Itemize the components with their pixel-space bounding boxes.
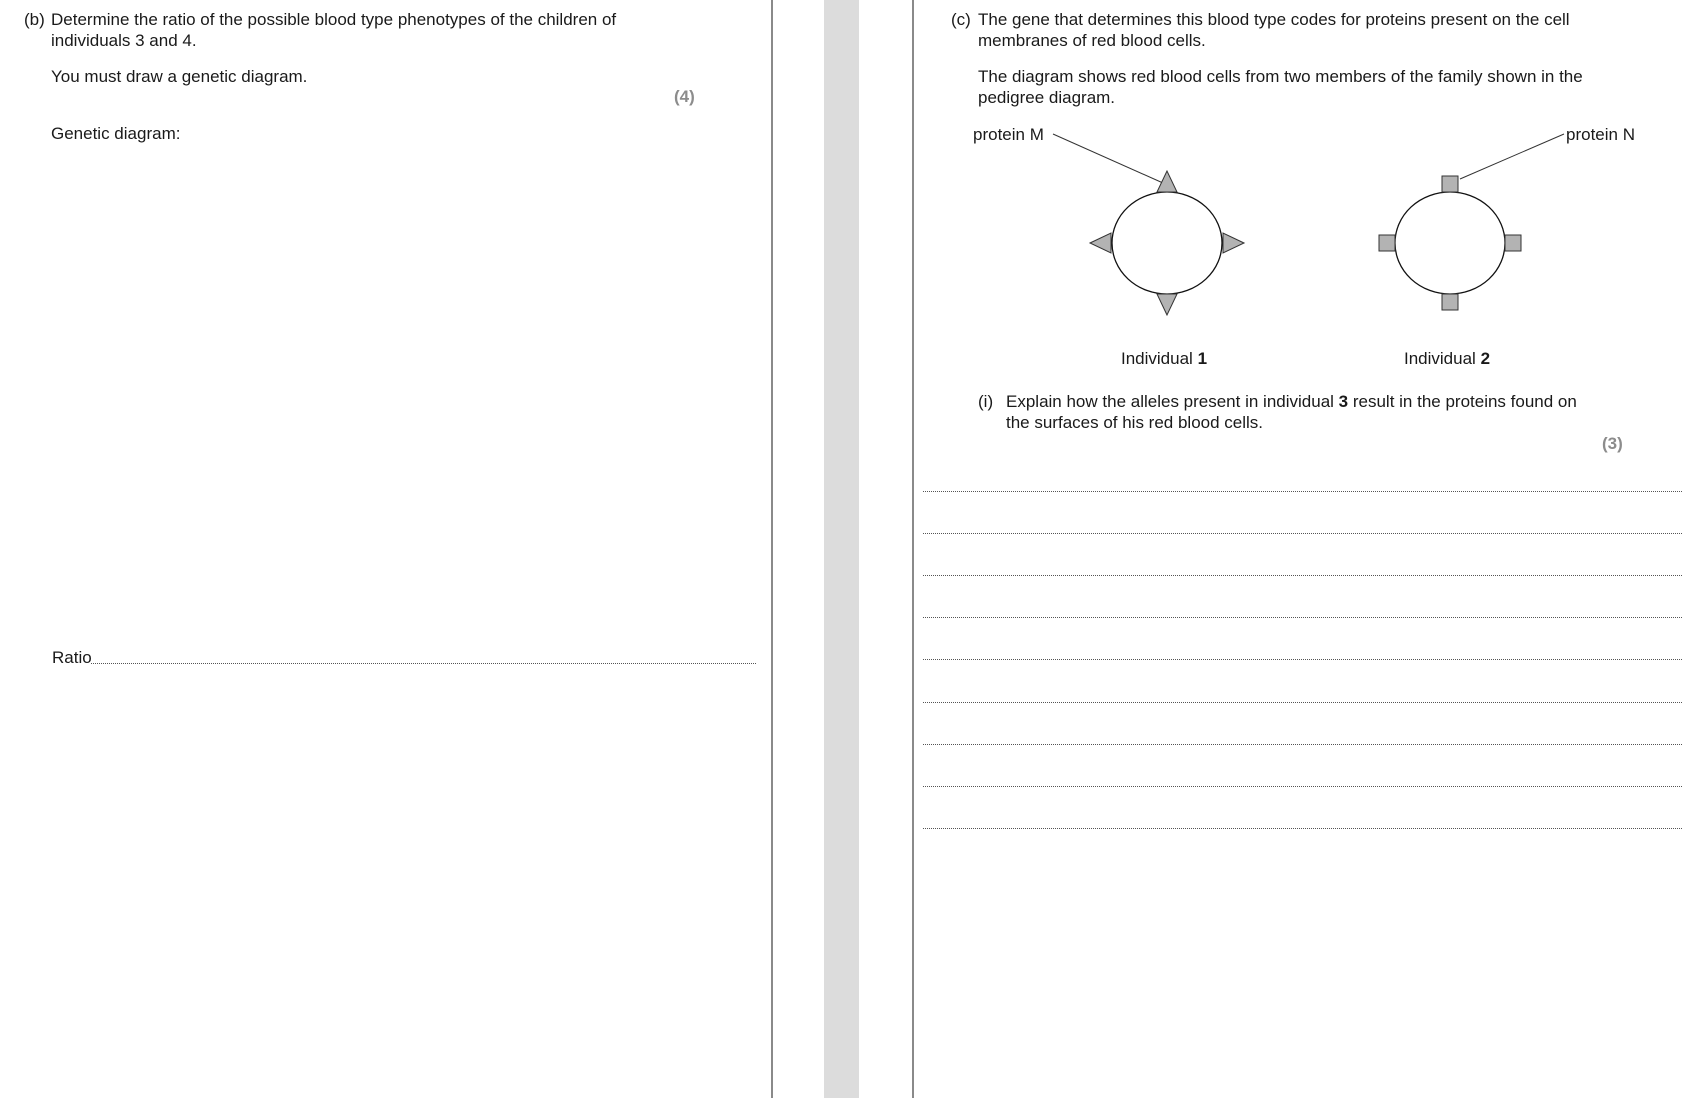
diagram-intro-line1: The diagram shows red blood cells from two members of the family shown in the [978,67,1583,86]
protein-n-square-right [1505,235,1521,251]
individual-1-cell [1090,171,1244,315]
individual-1-label [1121,349,1207,369]
question-b-marks: (4) [674,87,695,106]
answer-line-9[interactable] [923,828,1682,829]
question-c-number: (c) [951,10,971,29]
protein-m-label: protein M [973,125,1044,144]
answer-line-8[interactable] [923,786,1682,787]
individual-2-text: Individual [1404,349,1481,368]
question-b-instruction: You must draw a genetic diagram. [51,67,308,86]
genetic-diagram-label: Genetic diagram: [51,124,181,143]
answer-line-3[interactable] [923,575,1682,576]
protein-m-triangle-right [1223,233,1244,253]
right-page [914,0,1682,1098]
ratio-answer-line[interactable] [91,663,756,664]
answer-line-5[interactable] [923,659,1682,660]
question-c-text-line1: The gene that determines this blood type codes for proteins present on the cell [978,10,1570,29]
protein-m-triangle-bottom [1157,294,1177,315]
protein-m-triangle-left [1090,233,1111,253]
individual-1-number: 1 [1197,349,1208,368]
answer-line-4[interactable] [923,617,1682,618]
individual-1-membrane [1112,192,1222,294]
question-b-number: (b) [24,10,45,29]
part-i-line1-c: result in the proteins found on [1348,392,1577,411]
protein-n-square-left [1379,235,1395,251]
individual-1-text: Individual [1121,349,1198,368]
part-i-text-line1 [1006,391,1577,412]
gutter-white-left [773,0,824,1098]
protein-n-label: protein N [1566,125,1635,144]
individual-2-membrane [1395,192,1505,294]
question-c-text-line2: membranes of red blood cells. [978,31,1206,50]
gutter-white-right [859,0,912,1098]
protein-n-leader-line [1460,134,1564,179]
protein-n-square-top [1442,176,1458,192]
answer-line-7[interactable] [923,744,1682,745]
ratio-label: Ratio [52,648,92,667]
individual-2-cell [1379,176,1521,310]
red-blood-cell-diagram [914,115,1682,375]
part-i-text-line2: the surfaces of his red blood cells. [1006,413,1264,432]
protein-m-leader-line [1053,134,1163,183]
part-i-number: (i) [978,392,994,411]
diagram-intro-line2: pedigree diagram. [978,88,1116,107]
left-page [0,0,771,1098]
individual-2-number: 2 [1480,349,1491,368]
answer-line-6[interactable] [923,702,1682,703]
part-i-line1-a: Explain how the alleles present in individual [1006,392,1339,411]
question-b-text-line2: individuals 3 and 4. [51,31,197,50]
individual-2-label [1404,349,1490,369]
part-i-individual-number: 3 [1338,392,1349,411]
answer-line-1[interactable] [923,491,1682,492]
question-b-text-line1: Determine the ratio of the possible blood type phenotypes of the children of [51,10,617,29]
protein-n-square-bottom [1442,294,1458,310]
answer-line-2[interactable] [923,533,1682,534]
gutter-shade [824,0,859,1098]
part-i-marks: (3) [1602,434,1623,453]
